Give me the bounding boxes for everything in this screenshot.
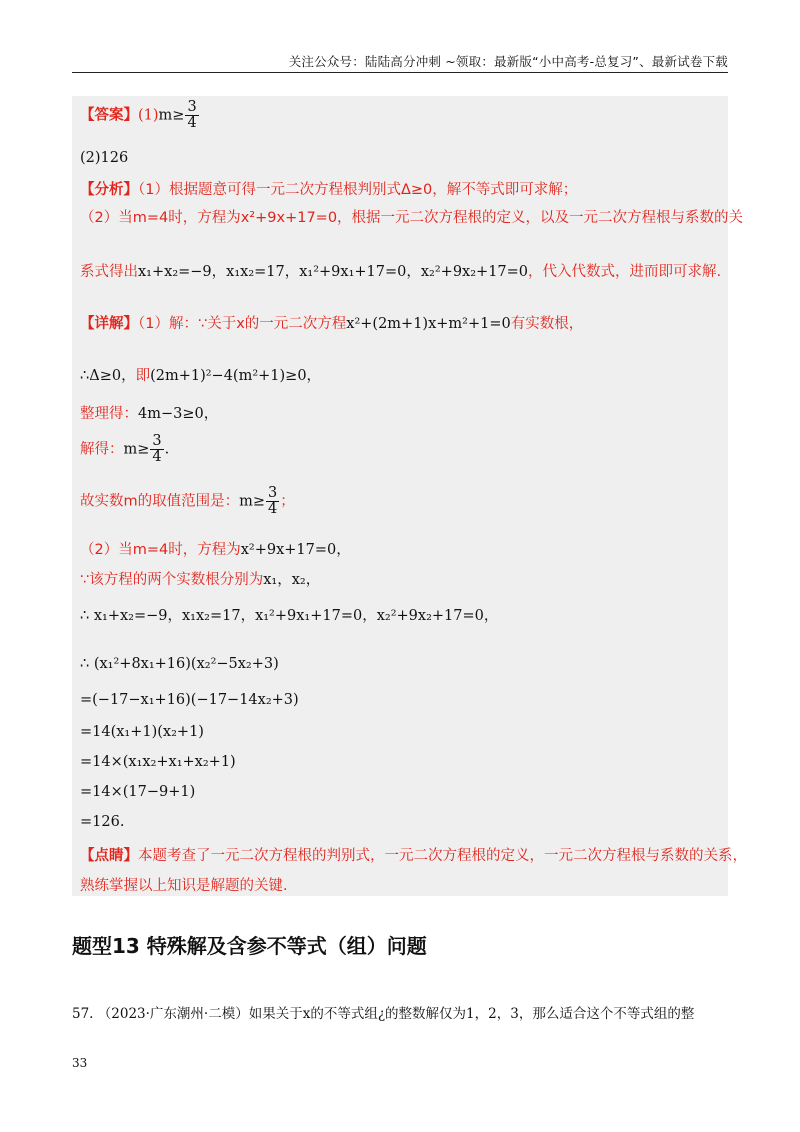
detail-line-10: =(−17−x₁+16)(−17−14x₂+3) (80, 692, 299, 708)
answer-part1-math: m≥ (158, 107, 185, 124)
answer-label: 【答案】 (80, 107, 138, 124)
detail-line-13: =14×(17−9+1) (80, 784, 196, 800)
remark-line-1: 【点睛】本题考查了一元二次方程根的判别式，一元二次方程根的定义，一元二次方程根与系数的关系， (80, 848, 747, 864)
detail-line-5: 故实数m的取值范围是：m≥ $\frac{3}{4}$ ； (80, 485, 295, 518)
detail-line-4: 解得：m≥ $\frac{3}{4}$ . (80, 433, 170, 466)
page-number: 33 (72, 1056, 88, 1070)
analysis-line-1 (80, 178, 577, 199)
analysis-text-2: （2）当m=4时，方程为x²+9x+17=0，根据一元二次方程根的定义，以及一元二次方程根与系数的关 (80, 210, 744, 226)
answer-line-2 (80, 150, 128, 166)
remark-label: 【点睛】 (80, 848, 138, 864)
analysis-text-1: （1）根据题意可得一元二次方程根判别式Δ≥0，解不等式即可求解； (138, 182, 578, 198)
detail-fraction-2: $\frac{3}{4}$ (268, 485, 278, 518)
problem-text: 57. （2023·广东潮州·二模）如果关于x的不等式组¿的整数解仅为1，2，3，那么适合这个不等式组的整 (72, 1006, 695, 1022)
detail-label: 【详解】 (80, 316, 138, 332)
analysis-label: 【分析】 (80, 182, 138, 198)
section-title: 题型13 特殊解及含参不等式（组）问题 (72, 934, 427, 958)
detail-line-14: =126. (80, 814, 125, 830)
detail-fraction-1: $\frac{3}{4}$ (152, 433, 162, 466)
answer-part2: (2)126 (80, 150, 129, 166)
answer-fraction: $\frac{3}{4}$ (187, 99, 197, 132)
detail-line-7: ∵该方程的两个实数根分别为x₁，x₂， (80, 572, 321, 588)
detail-line-8: ∴ x₁+x₂=−9，x₁x₂=17，x₁²+9x₁+17=0，x₂²+9x₂+17=0， (80, 608, 499, 624)
detail-line-2: ∴Δ≥0，即(2m+1)²−4(m²+1)≥0， (80, 368, 322, 384)
header-divider (72, 72, 728, 73)
analysis-line-2 (80, 206, 743, 227)
analysis-math: x₁+x₂=−9，x₁x₂=17，x₁²+9x₁+17=0，x₂²+9x₂+17=0 (138, 264, 529, 280)
answer-line-1 (80, 100, 200, 131)
solution-box (72, 96, 747, 896)
detail-line-1: 【详解】（1）解：∵关于x的一元二次方程x²+(2m+1)x+m²+1=0有实数根， (80, 316, 584, 332)
detail-line-12: =14×(x₁x₂+x₁+x₂+1) (80, 754, 236, 770)
detail-line-3: 整理得：4m−3≥0， (80, 406, 219, 422)
header-text: 关注公众号：陆陆高分冲刺 ~领取：最新版“小中高考-总复习”、最新试卷下载 (288, 54, 728, 69)
page-header (72, 52, 728, 72)
answer-part1-prefix: (1) (138, 107, 159, 124)
detail-line-9: ∴ (x₁²+8x₁+16)(x₂²−5x₂+3) (80, 656, 279, 672)
detail-line-6: （2）当m=4时，方程为x²+9x+17=0， (80, 542, 351, 558)
detail-line-11: =14(x₁+1)(x₂+1) (80, 724, 204, 740)
analysis-line-3: 系式得出x₁+x₂=−9，x₁x₂=17，x₁²+9x₁+17=0，x₂²+9x₂+17=0，代入代数式，进而即可求解. (80, 264, 722, 280)
remark-line-2: 熟练掌握以上知识是解题的关键. (80, 878, 288, 894)
